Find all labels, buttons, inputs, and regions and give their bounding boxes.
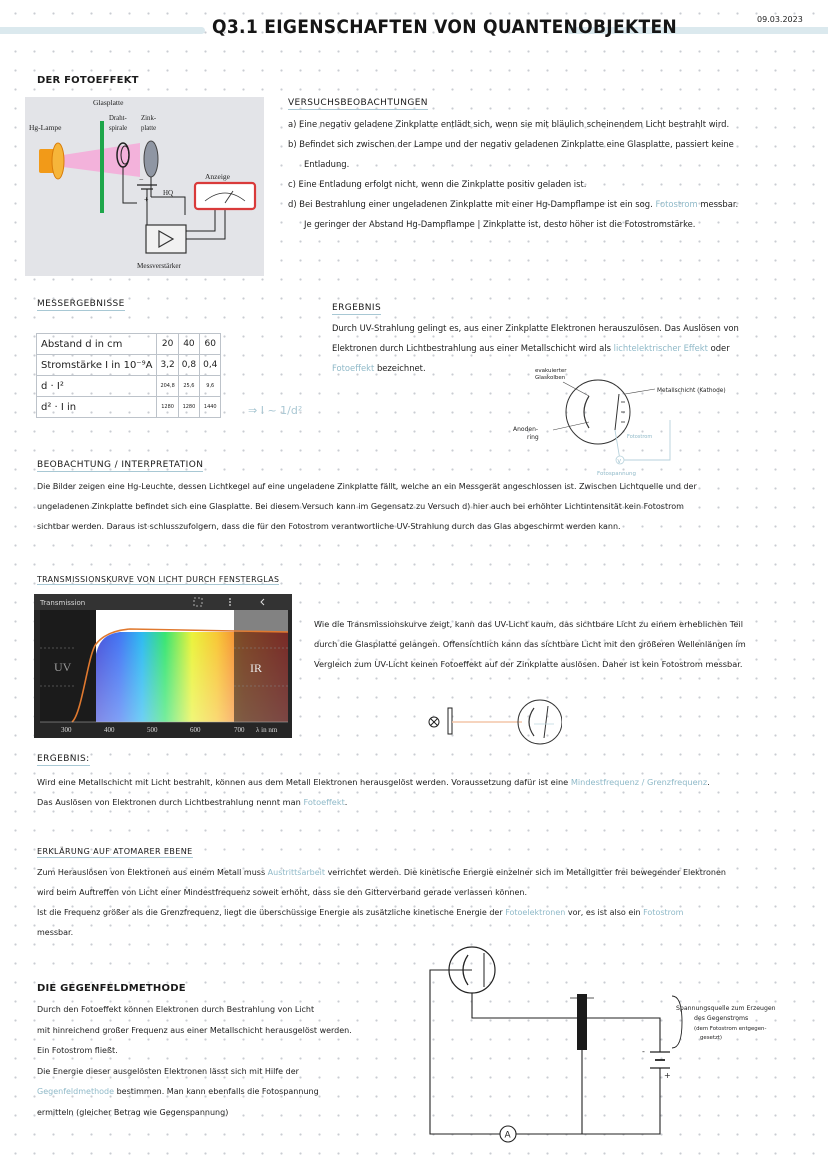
zinc-plate (144, 141, 158, 177)
svg-text:gesetzt): gesetzt) (700, 1035, 723, 1041)
ergebnis-2-text: Wird eine Metallschicht mit Licht bestrahlt, können aus dem Metall Elektronen herausgelöst werden. Voraussetzung dafür ist eine Mindestfrequenz / Grenzfrequenz. Das Auslösen von Elektronen durch Lichtbestrahlung nennt man Fotoeffekt. (37, 777, 710, 807)
svg-text:IR: IR (250, 661, 262, 675)
beobachtung-d2: Je geringer der Abstand Hg-Dampflampe | Zinkplatte ist, desto höher ist die Fotostromstärke. (304, 219, 696, 229)
table-row: Stromstärke I in 10⁻⁹A 3,2 0,8 0,4 (37, 355, 221, 376)
svg-text:platte: platte (141, 125, 157, 132)
table-row: Abstand d in cm 20 40 60 (37, 334, 221, 355)
svg-text:V: V (617, 459, 621, 465)
gegenfeld-circuit (420, 938, 828, 1150)
tick-label: 300 (61, 726, 72, 734)
proportionality-result: ⇒ I ~ 1/d² (248, 404, 303, 417)
heading-erklaerung: ERKLÄRUNG AUF ATOMARER EBENE (37, 847, 193, 856)
page-date: 09.03.2023 (757, 15, 803, 24)
more-vert-icon[interactable] (229, 598, 231, 606)
beobachtung-a: a) Eine negativ geladene Zinkplatte entlädt sich, wenn sie mit bläulich scheinendem Licht bestrahlt wird. (288, 119, 730, 129)
svg-text:evakuierter: evakuierter (535, 368, 567, 374)
heading-messergebnisse: MESSERGEBNISSE (37, 299, 125, 309)
svg-text:-: - (642, 1047, 645, 1056)
svg-text:Hg-Lampe: Hg-Lampe (29, 123, 62, 132)
svg-text:Spannungsquelle zum Erzeugen: Spannungsquelle zum Erzeugen (676, 1005, 776, 1012)
svg-text:A: A (504, 1130, 511, 1141)
svg-text:spirale: spirale (109, 125, 128, 132)
tick-label: 500 (147, 726, 158, 734)
gegenfeld-text: Durch den Fotoeffekt können Elektronen durch Bestrahlung von Licht mit hinreichend großer Frequenz aus einer Metallschicht herausgelöst werden. Ein Fotostrom fließt. Die Energie dieser ausgelösten Elektronen lässt sich mit Hilfe der Gegenfeldmethode bestimmen. Man kann ebenfalls die Fotospannung ermitteln (gleicher Betrag wie Gegenspannung) (37, 1005, 352, 1117)
amplifier-box (146, 225, 186, 253)
svg-text:des Gegenstroms: des Gegenstroms (694, 1015, 749, 1022)
svg-text:Zink-: Zink- (141, 115, 157, 122)
beobachtungen-list (288, 114, 808, 234)
svg-text:UV: UV (54, 660, 72, 674)
beobachtung-c: c) Eine Entladung erfolgt nicht, wenn die Zinkplatte positiv geladen ist. (288, 179, 587, 189)
svg-text:Draht-: Draht- (109, 115, 127, 122)
heading-ergebnis-2: ERGEBNIS: (37, 754, 90, 764)
tick-label: 600 (190, 726, 201, 734)
table-row: d · I² 204,8 25,6 9,6 (37, 376, 221, 397)
erklaerung-text: Zum Herauslösen von Elektronen aus einem Metall muss Austrittsarbeit verrichtet werden. Die kinetische Energie einzelner sich im Metallgitter frei bewegender Elektronen wird beim Auftreffen von Licht einer Mindestfrequenz soweit erhöht, dass sie den Gitterverband gerade verlassen können. Ist die Frequenz größer als die Grenzfrequenz, liegt die überschüssige Energie als zusätzliche kinetische Energie der Fotoelektronen vor, es ist also ein Fotostrom messbar. (37, 868, 726, 937)
svg-text:ring: ring (527, 434, 539, 441)
ergebnis-text: Durch UV-Strahlung gelingt es, aus einer Zinkplatte Elektronen herauszulösen. Das Auslösen von Elektronen durch Lichtbestrahlung aus einer Metallschicht wird als lichtelektrischer Effekt oder Fotoeffekt bezeichnet. (332, 323, 739, 373)
heading-fotoeffekt: DER FOTOEFFEKT (37, 75, 139, 86)
beobachtung-b1: b) Befindet sich zwischen der Lampe und der negativ geladenen Zinkplatte eine Glasplatte, passiert keine (288, 139, 734, 149)
svg-text:+: + (144, 195, 149, 204)
transmission-text: Wie die Transmissionskurve zeigt, kann das UV-Licht kaum, das sichtbare Licht zu einem erheblichen Teil durch die Glasplatte gelangen. Offensichtlich kann das sichtbare Licht mit den größeren Wellenlängen im Vergleich zum UV-Licht keinen Fotoeffekt auf der Zinkplatte auslösen. Daher ist kein Fotostrom messbar. (314, 619, 746, 669)
heading-ergebnis: ERGEBNIS (332, 303, 382, 313)
beobachtung-d1: d) Bei Bestrahlung einer ungeladenen Zinkplatte mit einer Hg-Dampflampe ist ein sog. Fotostrom messbar. (288, 199, 739, 209)
svg-text:Glaskolben: Glaskolben (535, 375, 566, 381)
glass-plate-symbol (448, 708, 452, 734)
svg-text:Metallschicht (Kathode): Metallschicht (Kathode) (657, 388, 726, 394)
svg-text:Fotostrom: Fotostrom (627, 434, 653, 440)
svg-text:Anzeige: Anzeige (205, 172, 230, 181)
svg-text:HQ: HQ (163, 189, 174, 197)
glass-bulb (566, 380, 630, 444)
svg-text:Messverstärker: Messverstärker (137, 262, 181, 270)
header-bar-left (0, 27, 205, 34)
glass-plate (100, 121, 104, 213)
svg-text:Fotospannung: Fotospannung (597, 471, 637, 477)
messergebnisse-table (36, 333, 221, 418)
svg-text:Anoden-: Anoden- (513, 426, 539, 433)
table-row: d² · I in 1280 1280 1440 (37, 397, 221, 418)
svg-text:−: − (139, 175, 144, 184)
tick-label: 400 (104, 726, 115, 734)
heading-interpretation: BEOBACHTUNG / INTERPRETATION (37, 460, 204, 470)
transmission-chart (34, 594, 292, 738)
tick-label: 700 (234, 726, 245, 734)
heading-versuchsbeobachtungen: VERSUCHSBEOBACHTUNGEN (288, 98, 428, 108)
glass-plate-sketch (422, 692, 562, 750)
heading-transmission: TRANSMISSIONSKURVE VON LICHT DURCH FENSTERGLAS (37, 575, 280, 584)
svg-text:Glasplatte: Glasplatte (93, 98, 124, 107)
resistor (577, 994, 587, 1050)
heading-gegenfeldmethode: DIE GEGENFELDMETHODE (37, 983, 186, 994)
x-axis-unit: λ in nm (256, 726, 278, 734)
interpretation-text: Die Bilder zeigen eine Hg-Leuchte, dessen Lichtkegel auf eine ungeladene Zinkplatte fällt, welche an ein Messgerät angeschlossen ist. Zwischen Lichtquelle und der ungeladenen Zinkplatte befindet sich eine Glasplatte. Bei diesem Versuch kann im Gegensatz zu Versuch d) hier auch bei erhöhter Lichtintensität kein Fotostrom sichtbar werden. Daraus ist schlusszufolgern, dass die für den Fotostrom verantwortliche UV-Strahlung durch das Glas abgeschirmt werden kann. (37, 482, 697, 531)
svg-text:Transmission: Transmission (40, 599, 86, 607)
fotoeffekt-apparatus-figure (25, 97, 264, 276)
beobachtung-b2: Entladung. (304, 159, 350, 169)
photocell-sketch (505, 364, 755, 480)
page-title: Q3.1 EIGENSCHAFTEN VON QUANTENOBJEKTEN (212, 16, 678, 38)
svg-text:+: + (664, 1071, 671, 1080)
svg-text:(dem Fotostrom entgegen-: (dem Fotostrom entgegen- (694, 1026, 767, 1032)
anzeige-display (195, 183, 255, 209)
